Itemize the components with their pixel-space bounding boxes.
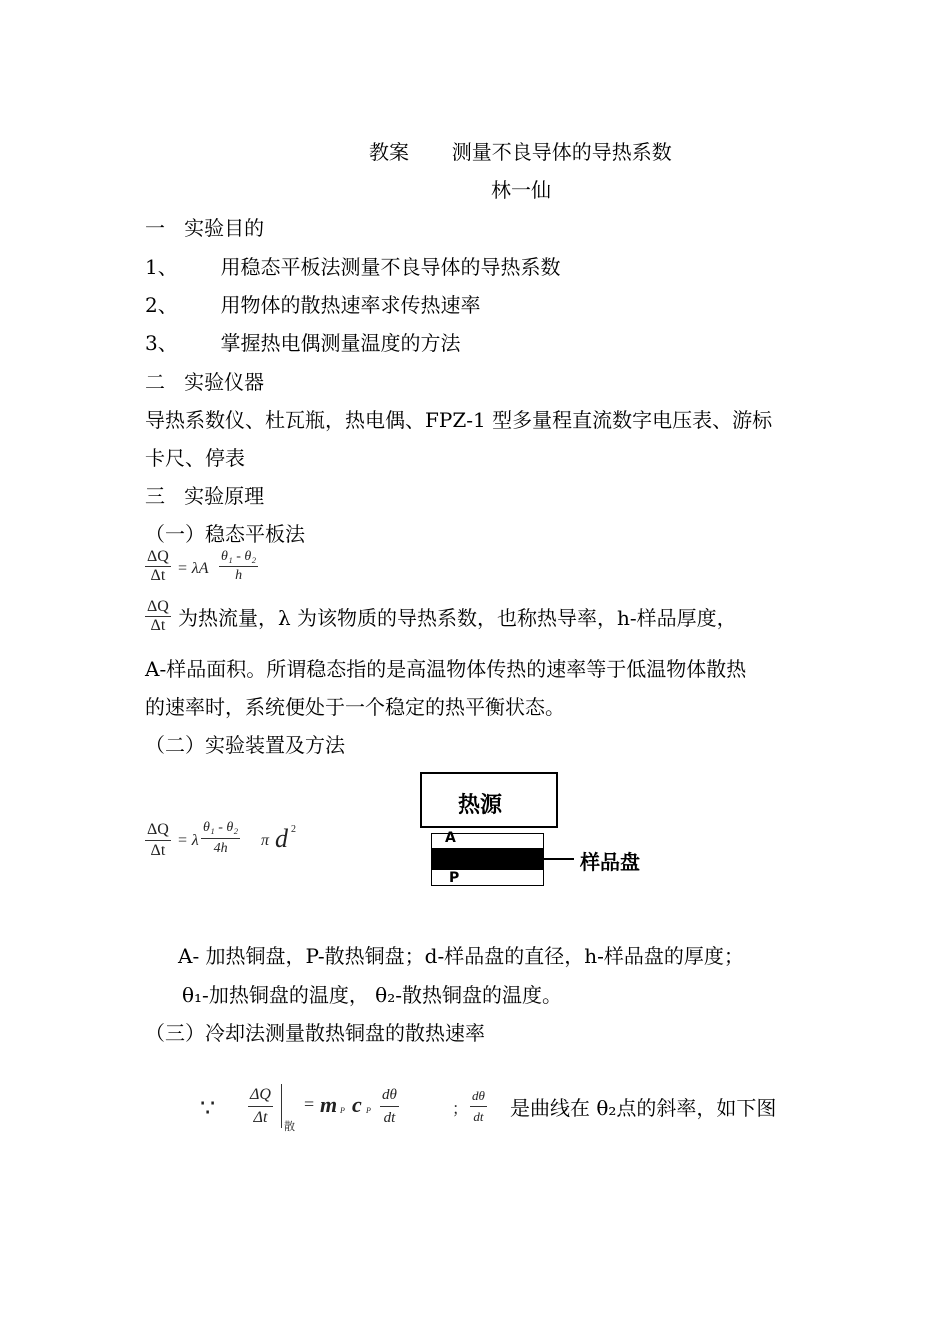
eq2-d: d	[275, 824, 288, 853]
equation-1	[145, 548, 285, 596]
cooling-plate-p	[431, 869, 544, 886]
apparatus-diagram	[420, 772, 680, 892]
list-num: 1、	[145, 255, 178, 279]
eq3-bar	[281, 1084, 282, 1128]
slope-description: 是曲线在 θ₂点的斜率，如下图	[510, 1096, 777, 1120]
subsection1-heading: （一）稳态平板法	[145, 522, 305, 546]
subsection3-heading: （三）冷却法测量散热铜盘的散热速率	[145, 1021, 485, 1045]
eq3-m: m	[320, 1092, 338, 1117]
label-a: A	[445, 830, 456, 846]
eq3-semicolon: ；	[452, 1101, 469, 1118]
diagram-desc-line1: A- 加热铜盘，P-散热铜盘；d-样品盘的直径，h-样品盘的厚度；	[178, 944, 744, 968]
eq2-num: θ₁ - θ₂	[201, 818, 240, 839]
sample-pointer-line	[544, 858, 574, 860]
subsection2-heading: （二）实验装置及方法	[145, 733, 345, 757]
label-p: P	[449, 870, 460, 886]
section3-heading: 三 实验原理	[145, 484, 265, 508]
heating-plate-a	[431, 830, 544, 849]
page-title	[369, 140, 672, 164]
eq3-lhs-den: Δt	[253, 1109, 268, 1126]
eq2-pi: π	[261, 832, 270, 849]
list-item	[145, 293, 480, 317]
heat-source-label: 热源	[458, 793, 503, 818]
flux-num: ΔQ	[147, 598, 169, 615]
list-item	[145, 255, 560, 279]
para1-line1: 为热流量，λ 为该物质的导热系数，也称热导率，h-样品厚度，	[178, 606, 737, 630]
eq2-sup: 2	[291, 824, 296, 835]
flux-den: Δt	[150, 617, 166, 634]
list-num: 3、	[145, 331, 178, 355]
eq3-p2: P	[366, 1106, 371, 1115]
eq2-den: 4h	[213, 841, 228, 856]
flux-fraction	[145, 598, 171, 635]
heat-source-box	[420, 772, 558, 828]
list-item	[145, 331, 460, 355]
list-num: 2、	[145, 293, 178, 317]
equation-2	[145, 818, 315, 872]
instruments-line2: 卡尺、停表	[145, 446, 245, 470]
eq3-c: c	[352, 1092, 362, 1117]
eq3-lhs-num: ΔQ	[248, 1084, 273, 1107]
list-text: 掌握热电偶测量温度的方法	[220, 331, 461, 355]
eq2-rhs: = λ	[177, 832, 199, 849]
para1-line2: A-样品面积。所谓稳态指的是高温物体传热的速率等于低温物体散热	[145, 657, 747, 681]
para1-line3: 的速率时，系统便处于一个稳定的热平衡状态。	[145, 695, 565, 719]
section1-heading: 一 实验目的	[145, 216, 265, 240]
eq1-rhs: = λA	[177, 560, 209, 577]
eq2-lhs-den: Δt	[150, 842, 166, 859]
list-text: 用稳态平板法测量不良导体的导热系数	[220, 255, 561, 279]
eq1-num: θ₁ - θ₂	[221, 549, 257, 564]
eq2-lhs-num: ΔQ	[145, 820, 171, 841]
because-symbol: ∵	[200, 1096, 216, 1122]
eq1-lhs-den: Δt	[150, 567, 166, 584]
instruments-line1: 导热系数仪、杜瓦瓶，热电偶、FPZ-1 型多量程直流数字电压表、游标	[145, 408, 773, 432]
title-part2: 测量不良导体的导热系数	[451, 140, 672, 164]
eq3-sub: 散	[284, 1121, 295, 1133]
sample-plate	[431, 849, 544, 869]
sample-label: 样品盘	[580, 850, 640, 874]
author: 林一仙	[491, 178, 551, 202]
eq1-den: h	[219, 566, 258, 585]
equation-3: ∵ $\frac{\Delta Q}{\Delta t}$ 散 = m P c P $\frac{d\theta}{dt}$ ； $\frac{d\theta}{dt}$	[200, 1086, 485, 1133]
diagram-desc-line2: θ₁-加热铜盘的温度， θ₂-散热铜盘的温度。	[182, 983, 562, 1007]
slope-dtheta: dθ	[470, 1086, 487, 1107]
eq3-p1: P	[340, 1106, 345, 1115]
eq1-lhs-num: ΔQ	[147, 548, 169, 565]
title-part1: 教案	[369, 140, 409, 164]
list-text: 用物体的散热速率求传热速率	[220, 293, 481, 317]
section2-heading: 二 实验仪器	[145, 370, 265, 394]
eq3-dt: dt	[383, 1110, 396, 1126]
eq3-dtheta: dθ	[380, 1084, 399, 1107]
slope-dt: dt	[473, 1109, 484, 1124]
